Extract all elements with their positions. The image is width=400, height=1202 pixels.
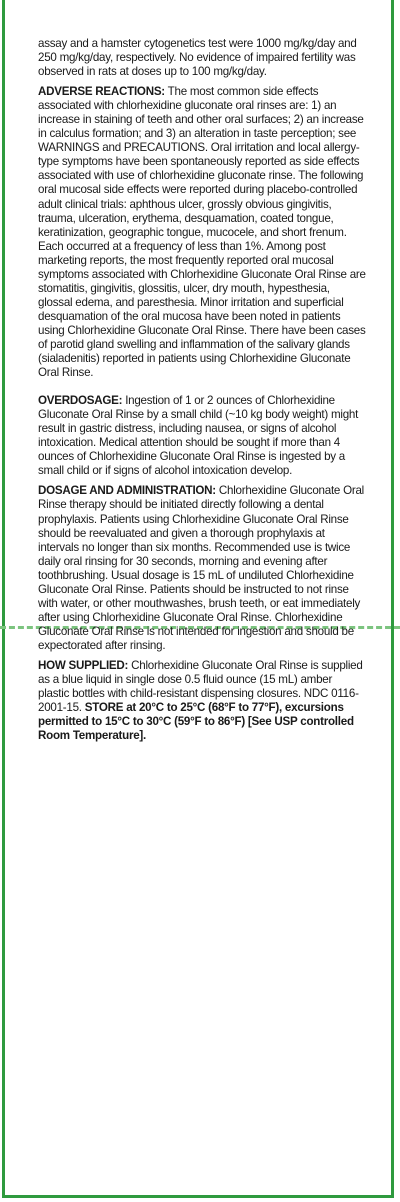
dosage-text: Chlorhexidine Gluconate Oral Rinse therapy should be initiated directly following a dental prophylaxis. Patients using Chlorhexidine Gluconate Oral Rinse should be reevaluated and given a thorough prophylaxis at intervals no longer than six months. Recommended use is twice daily oral rinsing for 30 seconds, morning and evening after toothbrushing. Usual dosage is 15 mL of undiluted Chlorhexidine Gluconate Oral Rinse. Patients should be instructed to not rinse with water, or other mouthwashes, brush teeth, or eat immediately after using Chlorhexidine Gluconate Oral Rinse. Chlorhexidine Gluconate Oral Rinse is not intended for ingestion and should be expectorated after rinsing. [38,484,364,652]
overdosage-text: Ingestion of 1 or 2 ounces of Chlorhexidine Gluconate Oral Rinse by a small child (~10 kg body weight) might result in gastric distress, including nausea, or signs of alcohol intoxication. Medical attention should be sought if more than 4 ounces of Chlorhexidine Gluconate Oral Rinse is ingested by a small child or if signs of alcohol intoxication develop. [38,394,359,478]
overdosage-section [38,394,366,478]
adverse-reactions-section [38,85,366,380]
how-supplied-section [38,659,366,743]
intro-text: assay and a hamster cytogenetics test were 1000 mg/kg/day and 250 mg/kg/day, respectively. No evidence of impaired fertility was observed in rats at doses up to 100 mg/kg/day. [38,37,357,79]
how-supplied-text: Chlorhexidine Gluconate Oral Rinse is supplied as a blue liquid in single dose 0.5 fluid ounce (15 mL) amber plastic bottles with child-resistant dispensing closures. NDC 0116-2001-15. [38,658,363,715]
dosage-section [38,484,366,653]
label-text [38,37,366,749]
adverse-reactions-text: The most common side effects associated with chlorhexidine gluconate oral rinses are: 1) an increase in staining of teeth and other oral surfaces; 2) an increase in calculus formation; and 3) an alteration in taste perception; see WARNINGS and PRECAUTIONS. Oral irritation and local allergy-type symptoms have been spontaneously reported as side effects associated with use of chlorhexidine gluconate rinse. The following oral mucosal side effects were reported during placebo-controlled adult clinical trials: aphthous ulcer, grossly obvious gingivitis, trauma, ulceration, erythema, desquamation, coated tongue, keratinization, geographic tongue, mucocele, and short frenum. Each occurred at a frequency of less than 1%. Among post marketing reports, the most frequently reported oral mucosal symptoms associated with Chlorhexidine Gluconate Oral Rinse are stomatitis, gingivitis, glossitis, ulcer, dry mouth, hypesthesia, glossal edema, and paresthesia. Minor irritation and superficial desquamation of the oral mucosa have been noted in patients using Chlorhexidine Gluconate Oral Rinse. There have been cases of parotid gland swelling and inflammation of the salivary glands (sialadenitis) reported in patients using Chlorhexidine Gluconate Oral Rinse. [38,85,366,380]
intro-paragraph [38,37,366,79]
dosage-heading: DOSAGE AND ADMINISTRATION: [38,484,216,498]
storage-instructions: STORE at 20°C to 25°C (68°F to 77°F), excursions permitted to 15°C to 30°C (59°F to 86°F) [See USP controlled Room Temperature]. [38,701,354,743]
adverse-reactions-heading: ADVERSE REACTIONS: [38,85,165,99]
how-supplied-heading: HOW SUPPLIED: [38,658,129,672]
overdosage-heading: OVERDOSAGE: [38,394,123,408]
